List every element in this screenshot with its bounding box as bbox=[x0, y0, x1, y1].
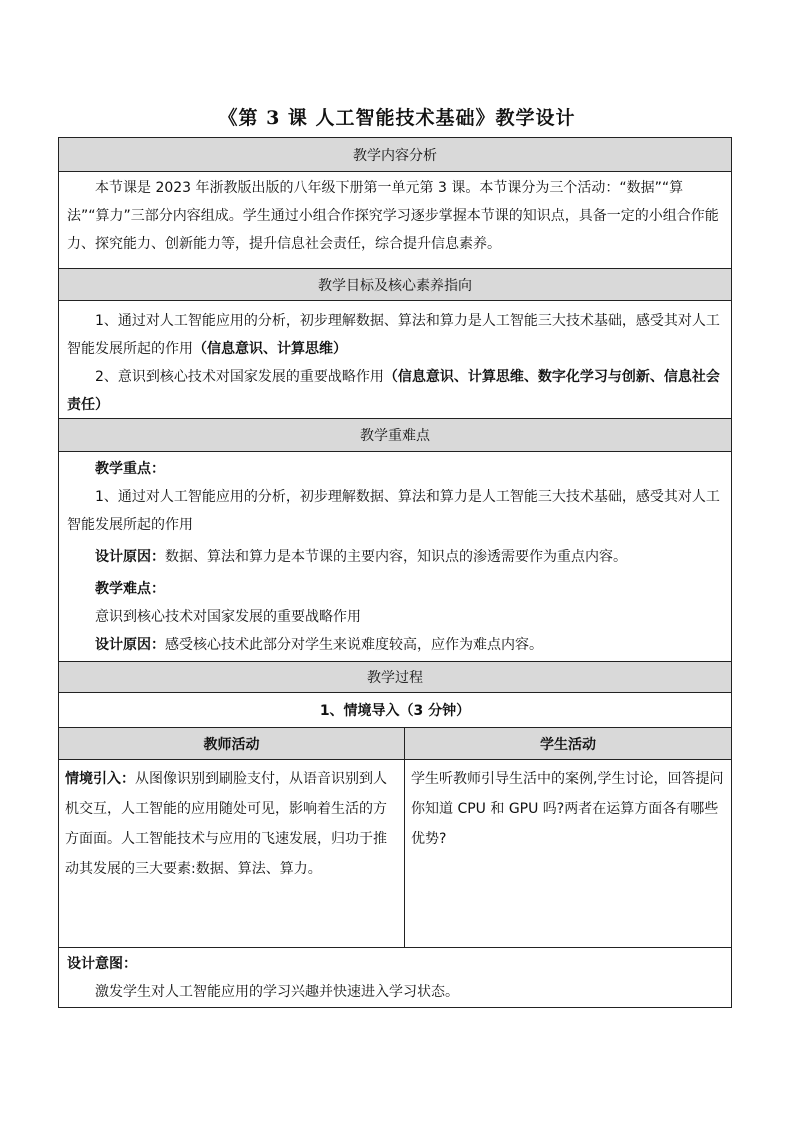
section-header-objectives: 教学目标及核心素养指向 bbox=[59, 268, 731, 300]
objectives-cell bbox=[59, 300, 731, 418]
objective-item-1 bbox=[67, 307, 723, 363]
content-analysis-cell bbox=[59, 171, 731, 268]
teacher-activity-label: 情境引入： bbox=[65, 771, 135, 787]
objective-item-2-text: 2、意识到核心技术对国家发展的重要战略作用 bbox=[95, 369, 384, 385]
teacher-activity-text bbox=[59, 760, 404, 888]
difficult-reason-text: 感受核心技术此部分对学生来说难度较高，应作为难点内容。 bbox=[165, 637, 543, 653]
activity-header-row bbox=[59, 727, 731, 759]
teacher-activity-cell bbox=[59, 760, 405, 947]
key-reason-text: 数据、算法和算力是本节课的主要内容，知识点的渗透需要作为重点内容。 bbox=[165, 549, 627, 565]
student-activity-text bbox=[405, 760, 731, 858]
teacher-activity-body: 从图像识别到刷脸支付，从语音识别到人机交互，人工智能的应用随处可见，影响着生活的方方面面。人工智能技术与应用的飞速发展，归功于推动其发展的三大要素:数据、算法、算力。 bbox=[65, 771, 387, 877]
objective-item-1-text: 1、通过对人工智能应用的分析，初步理解数据、算法和算力是人工智能三大技术基础，感受其对人工智能发展所起的作用 bbox=[67, 313, 720, 357]
key-reason bbox=[67, 543, 723, 571]
document-title: 《第 3 课 人工智能技术基础》教学设计 bbox=[218, 107, 576, 129]
objective-item-2-tags: （信息意识、计算思维、数字化学习与创新、信息社会责任） bbox=[67, 369, 720, 413]
step-title: 1、情境导入（3 分钟） bbox=[59, 692, 731, 727]
student-activity-header: 学生活动 bbox=[405, 728, 731, 759]
teacher-activity-header: 教师活动 bbox=[59, 728, 405, 759]
key-point-label: 教学重点： bbox=[95, 461, 165, 477]
design-intent-cell bbox=[59, 947, 731, 1007]
section-header-key-difficult: 教学重难点 bbox=[59, 418, 731, 451]
difficult-reason bbox=[67, 631, 723, 659]
objective-item-2 bbox=[67, 363, 723, 419]
key-point-text: 1、通过对人工智能应用的分析，初步理解数据、算法和算力是人工智能三大技术基础，感受其对人工智能发展所起的作用 bbox=[67, 489, 720, 533]
student-activity-line-1: 学生听教师引导生活中的案例,学生讨论，回答提问 bbox=[411, 771, 724, 787]
objective-item-1-tags: （信息意识、计算思维） bbox=[193, 341, 347, 357]
student-activity-cell bbox=[405, 760, 731, 947]
design-intent-label: 设计意图： bbox=[67, 956, 137, 972]
design-intent-text: 激发学生对人工智能应用的学习兴趣并快速进入学习状态。 bbox=[95, 984, 459, 1000]
student-activity-line-2: 你知道 CPU 和 GPU 吗?两者在运算方面各有哪些优势? bbox=[411, 801, 719, 847]
content-analysis-text: 本节课是 2023 年浙教版出版的八年级下册第一单元第 3 课。本节课分为三个活动：“数据”“算法”“算力”三部分内容组成。学生通过小组合作探究学习逐步掌握本节课的知识点，具备一定的小组合作能力、探究能力、创新能力等，提升信息社会责任，综合提升信息素养。 bbox=[67, 180, 719, 252]
key-reason-label: 设计原因： bbox=[95, 549, 165, 565]
section-header-content-analysis: 教学内容分析 bbox=[59, 138, 731, 171]
section-header-process: 教学过程 bbox=[59, 661, 731, 692]
difficult-point-label: 教学难点： bbox=[95, 581, 165, 597]
difficult-point-text: 意识到核心技术对国家发展的重要战略作用 bbox=[95, 609, 361, 625]
key-difficult-cell bbox=[59, 451, 731, 661]
lesson-plan-table bbox=[58, 137, 732, 1008]
activity-content-row bbox=[59, 759, 731, 947]
difficult-reason-label: 设计原因： bbox=[95, 637, 165, 653]
